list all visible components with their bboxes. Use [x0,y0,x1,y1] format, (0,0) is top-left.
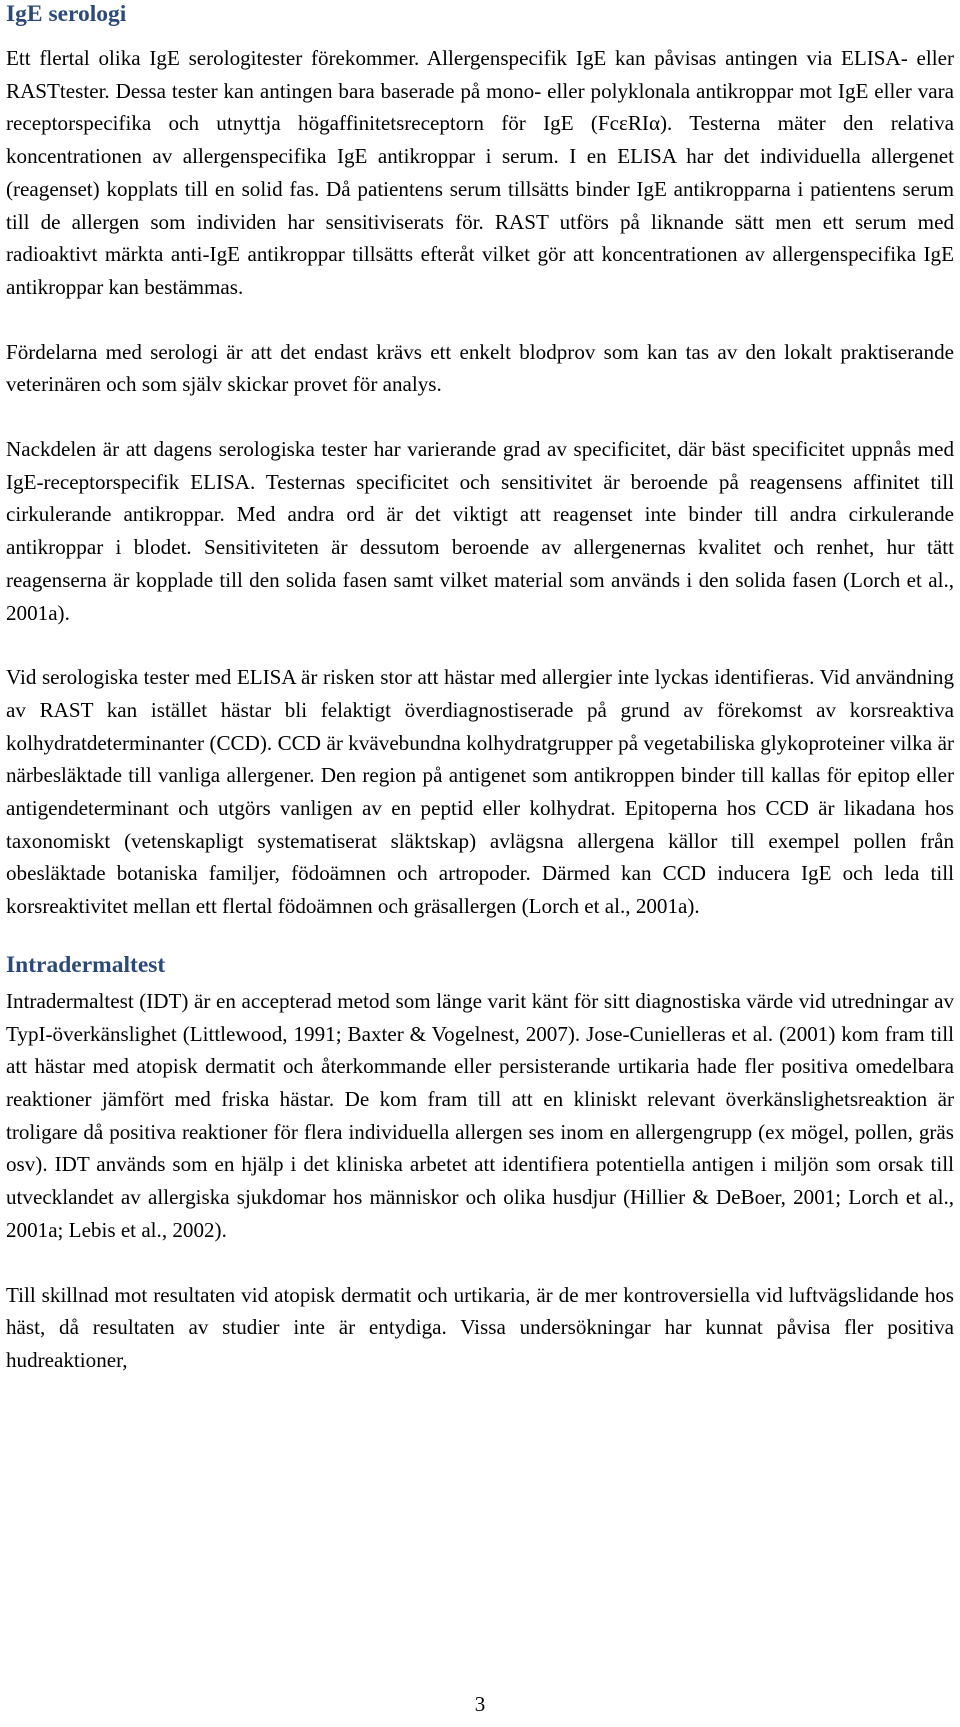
section-heading-ige-serologi: IgE serologi [6,1,127,27]
paragraph: Fördelarna med serologi är att det endast krävs ett enkelt blodprov som kan tas av den lokalt praktiserande veterinären och som själv skickar provet för analys. [6,339,954,397]
paragraph: Vid serologiska tester med ELISA är risken stor att hästar med allergier inte lyckas identifieras. Vid användning av RAST kan istället hästar bli felaktigt överdiagnostiserade på grund av förekomst av korsreaktiva kolhydratdeterminanter (CCD). CCD är kvävebundna kolhydratgrupper på vegetabiliska glykoproteiner vilka är närbesläktade till vanliga allergener. Den region på antigenet som antikroppen binder till kallas för epitop eller antigendeterminant och utgörs vanligen av en peptid eller kolhydrat. Epitoperna hos CCD är likadana hos taxonomiskt (vetenskapligt systematiserat släktskap) avlägsna allergena källor till exempel pollen från obesläktade botaniska familjer, födoämnen och artropoder. Därmed kan CCD inducera IgE och leda till korsreaktivitet mellan ett flertal födoämnen och gräsallergen (Lorch et al., 2001a). [6,665,954,919]
section-body-ige-serologi [6,42,954,923]
page-number: 3 [474,1692,486,1716]
document-page [6,0,954,1377]
section-heading-intradermaltest: Intradermaltest [6,951,166,978]
paragraph: Nackdelen är att dagens serologiska tester har varierande grad av specificitet, där bäst specificitet uppnås med IgE-receptorspecifik ELISA. Testernas specificitet och sensitivitet är beroende på reagensens affinitet till cirkulerande antikroppar. Med andra ord är det viktigt att reagenset inte binder till andra cirkulerande antikroppar i blodet. Sensitiviteten är dessutom beroende av allergenernas kvalitet och renhet, hur tätt reagenserna är kopplade till den solida fasen samt vilket material som används i den solida fasen (Lorch et al., 2001a). [6,437,954,625]
paragraph: Intradermaltest (IDT) är en accepterad metod som länge varit känt för sitt diagnostiska värde vid utredningar av TypI-överkänslighet (Littlewood, 1991; Baxter & Vogelnest, 2007). Jose-Cunielleras et al. (2001) kom fram till att hästar med atopisk dermatit och återkommande eller persisterande urtikaria hade fler positiva omedelbara reaktioner jämfört med friska hästar. De kom fram till att en kliniskt relevant överkänslighetsreaktion är troligare då positiva reaktioner för flera individuella allergen ses inom en allergengrupp (ex mögel, pollen, gräs osv). IDT används som en hjälp i det kliniska arbetet att identifiera potentiella antigen i miljön som orsak till utvecklandet av allergiska sjukdomar hos människor och olika husdjur (Hillier & DeBoer, 2001; Lorch et al., 2001a; Lebis et al., 2002). [6,988,954,1242]
paragraph: Till skillnad mot resultaten vid atopisk dermatit och urtikaria, är de mer kontroversiella vid luftvägslidande hos häst, då resultaten av studier inte är entydiga. Vissa undersökningar har kunnat påvisa fler positiva hudreaktioner, [6,1282,954,1372]
paragraph: Ett flertal olika IgE serologitester förekommer. Allergenspecifik IgE kan påvisas antingen via ELISA- eller RASTtester. Dessa tester kan antingen bara baserade på mono- eller polyklonala antikroppar mot IgE eller vara receptorspecifika och utnyttja högaffinitetsreceptorn för IgE (FcεRIα). Testerna mäter den relativa koncentrationen av allergenspecifika IgE antikroppar i serum. I en ELISA har det individuella allergenet (reagenset) kopplats till en solid fas. Då patientens serum tillsätts binder IgE antikropparna i patientens serum till de allergen som individen har sensitiviserats för. RAST utförs på liknande sätt men ett serum med radioaktivt märkta anti-IgE antikroppar tillsätts efteråt vilket gör att koncentrationen av allergenspecifika IgE antikroppar kan bestämmas. [6,46,954,299]
section-body-intradermaltest [6,985,954,1377]
